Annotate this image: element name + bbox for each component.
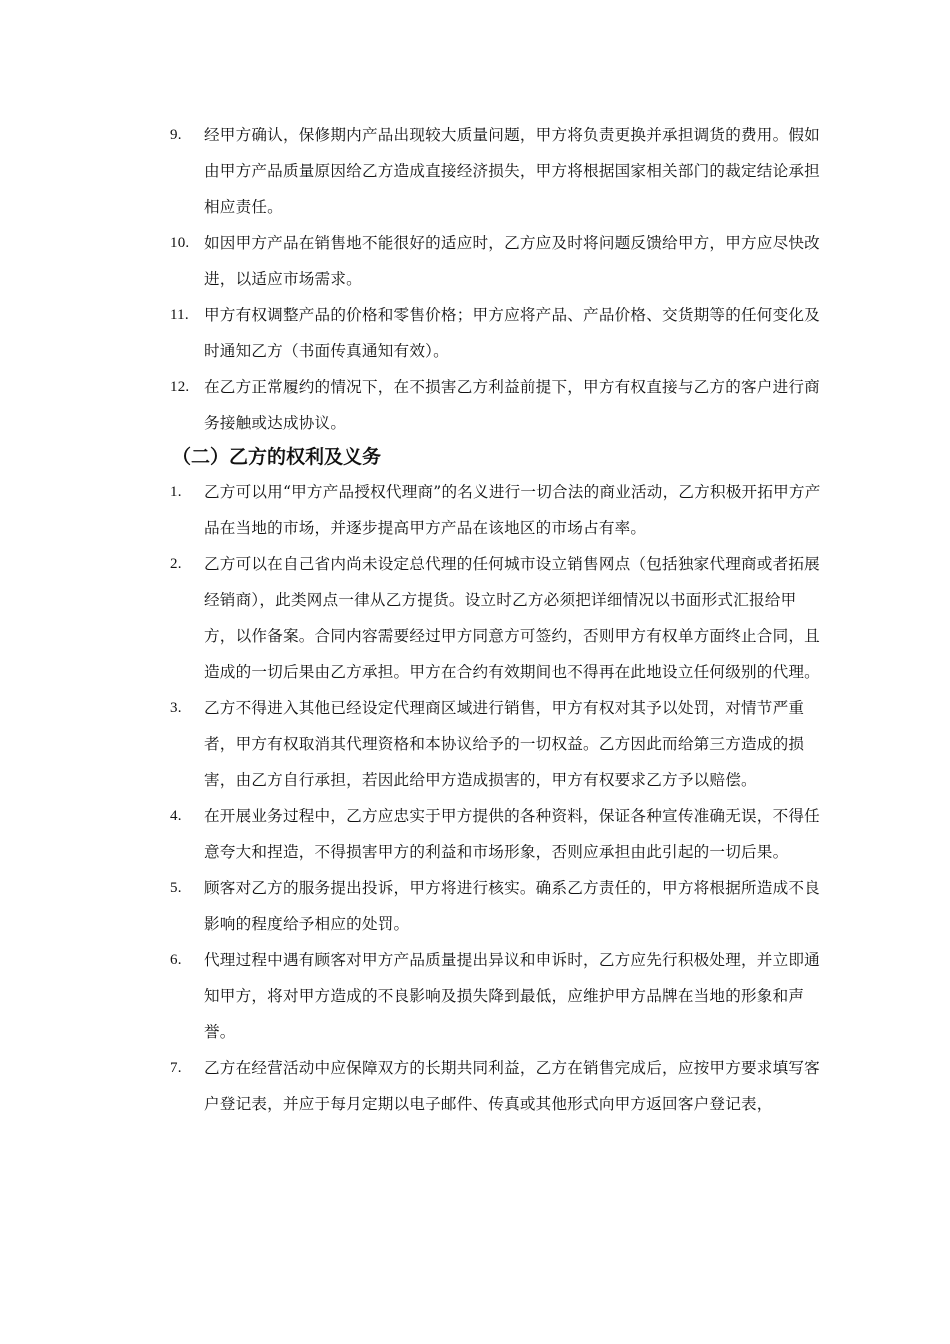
item-number: 5. <box>170 880 182 896</box>
item-number: 2. <box>170 556 182 572</box>
item-text: 如因甲方产品在销售地不能很好的适应时，乙方应及时将问题反馈给甲方，甲方应尽快改进，以适应市场需求。 <box>204 234 820 288</box>
item-number: 10. <box>170 235 190 251</box>
list-item <box>0 474 826 546</box>
list-item <box>0 369 826 441</box>
section-a-list <box>0 117 950 441</box>
item-number: 7. <box>170 1060 182 1076</box>
item-number: 12. <box>170 379 190 395</box>
item-number: 4. <box>170 808 182 824</box>
item-text: 在乙方正常履约的情况下，在不损害乙方利益前提下，甲方有权直接与乙方的客户进行商务接触或达成协议。 <box>204 378 820 432</box>
list-item <box>0 942 826 1050</box>
item-number: 3. <box>170 700 182 716</box>
item-text: 在开展业务过程中，乙方应忠实于甲方提供的各种资料，保证各种宣传准确无误，不得任意夸大和捏造，不得损害甲方的利益和市场形象，否则应承担由此引起的一切后果。 <box>204 807 820 861</box>
item-text: 顾客对乙方的服务提出投诉，甲方将进行核实。确系乙方责任的，甲方将根据所造成不良影响的程度给予相应的处罚。 <box>204 879 820 933</box>
list-item <box>0 546 826 690</box>
item-text: 乙方可以用“甲方产品授权代理商”的名义进行一切合法的商业活动，乙方积极开拓甲方产品在当地的市场，并逐步提高甲方产品在该地区的市场占有率。 <box>204 483 821 537</box>
item-number: 11. <box>170 307 189 323</box>
item-text: 代理过程中遇有顾客对甲方产品质量提出异议和申诉时，乙方应先行积极处理，并立即通知甲方，将对甲方造成的不良影响及损失降到最低，应维护甲方品牌在当地的形象和声誉。 <box>204 951 820 1041</box>
item-text: 甲方有权调整产品的价格和零售价格；甲方应将产品、产品价格、交货期等的任何变化及时通知乙方（书面传真通知有效）。 <box>204 306 820 360</box>
list-item <box>0 690 826 798</box>
list-item <box>0 225 826 297</box>
list-item <box>0 1050 826 1122</box>
item-number: 6. <box>170 952 182 968</box>
list-item <box>0 297 826 369</box>
item-number: 1. <box>170 484 182 500</box>
list-item <box>0 117 826 225</box>
section-heading: （二）乙方的权利及义务 <box>172 446 382 468</box>
list-item <box>0 870 826 942</box>
item-number: 9. <box>170 127 182 143</box>
section-b-list <box>0 474 950 1122</box>
list-item <box>0 798 826 870</box>
item-text: 乙方可以在自己省内尚未设定总代理的任何城市设立销售网点（包括独家代理商或者拓展经销商），此类网点一律从乙方提货。设立时乙方必须把详细情况以书面形式汇报给甲方，以作备案。合同内容需要经过甲方同意方可签约，否则甲方有权单方面终止合同，且造成的一切后果由乙方承担。甲方在合约有效期间也不得再在此地设立任何级别的代理。 <box>204 555 820 681</box>
item-text: 乙方不得进入其他已经设定代理商区域进行销售，甲方有权对其予以处罚，对情节严重者，甲方有权取消其代理资格和本协议给予的一切权益。乙方因此而给第三方造成的损害，由乙方自行承担，若因此给甲方造成损害的，甲方有权要求乙方予以赔偿。 <box>204 699 805 789</box>
item-text: 乙方在经营活动中应保障双方的长期共同利益，乙方在销售完成后，应按甲方要求填写客户登记表，并应于每月定期以电子邮件、传真或其他形式向甲方返回客户登记表， <box>204 1059 820 1113</box>
item-text: 经甲方确认，保修期内产品出现较大质量问题，甲方将负责更换并承担调货的费用。假如由甲方产品质量原因给乙方造成直接经济损失，甲方将根据国家相关部门的裁定结论承担相应责任。 <box>204 126 820 216</box>
